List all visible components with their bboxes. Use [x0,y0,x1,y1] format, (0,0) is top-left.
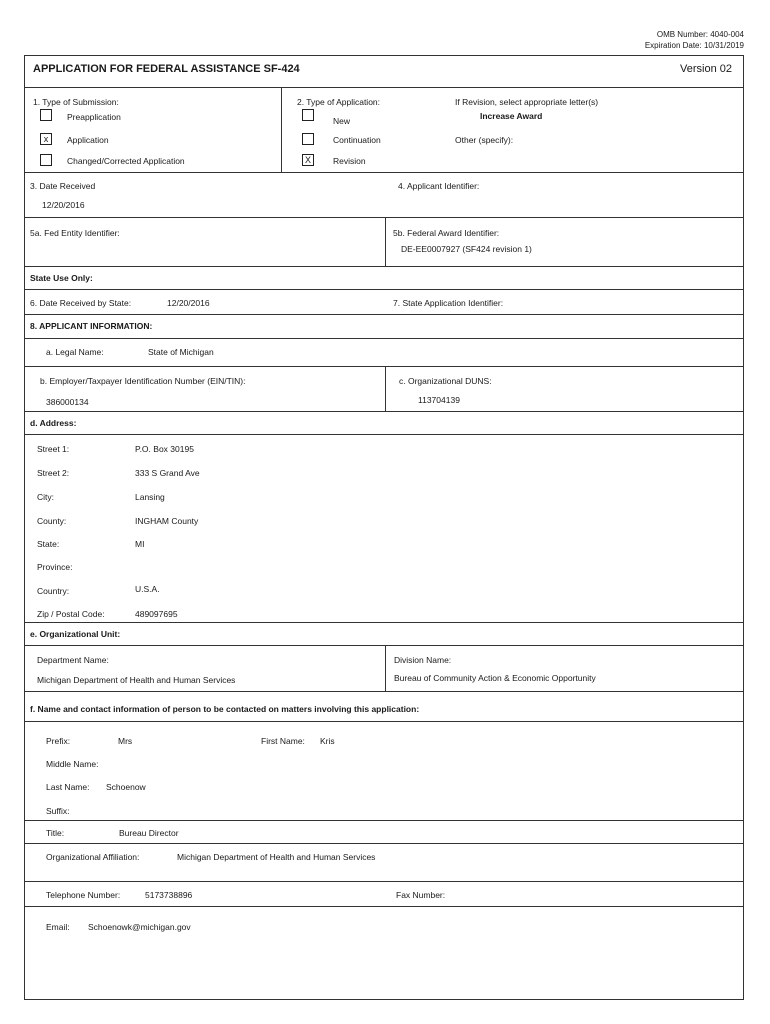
divider [24,881,744,882]
address-label: County: [37,516,67,526]
divider [24,820,744,821]
last-name-label: Last Name: [46,782,90,792]
federal-award-value: DE-EE0007927 (SF424 revision 1) [401,244,532,254]
divider [281,88,282,172]
state-value: MI [135,539,145,549]
address-label: Zip / Postal Code: [37,609,105,619]
divider [24,906,744,907]
form-version: Version 02 [680,63,732,75]
divider [385,646,386,691]
telephone-value: 5173738896 [145,890,193,900]
divider [24,434,744,435]
divider [24,217,744,218]
divider [24,843,744,844]
option-label: Continuation [333,135,381,145]
fed-entity-label: 5a. Fed Entity Identifier: [30,228,120,238]
telephone-label: Telephone Number: [46,890,121,900]
divider [24,289,744,290]
divider [24,411,744,412]
division-value: Bureau of Community Action & Economic Opportunity [394,673,596,683]
legal-name-value: State of Michigan [148,347,214,357]
applicant-info-heading: 8. APPLICANT INFORMATION: [30,321,153,331]
option-label: Revision [333,156,366,166]
application-type-label: 2. Type of Application: [297,97,381,107]
submission-label: 1. Type of Submission: [33,97,119,107]
email-value: Schoenowk@michigan.gov [88,922,191,932]
divider [24,266,744,267]
address-label: State: [37,539,60,549]
checkbox-new[interactable] [302,109,314,121]
prefix-value: Mrs [118,736,133,746]
state-date-value: 12/20/2016 [167,298,210,308]
title-value: Bureau Director [119,828,179,838]
checkbox-continuation[interactable] [302,133,314,145]
county-value: INGHAM County [135,516,199,526]
duns-value: 113704139 [418,395,460,405]
duns-label: c. Organizational DUNS: [399,376,492,386]
first-name-label: First Name: [261,736,305,746]
street2-value: 333 S Grand Ave [135,468,200,478]
ein-value: 386000134 [46,397,89,407]
option-label: Application [67,135,109,145]
divider [24,366,744,367]
divider [24,691,744,692]
contact-heading: f. Name and contact information of person to be contacted on matters involving this application: [30,704,420,714]
checkbox-revision[interactable]: X [302,154,314,166]
checkbox-changed-corrected[interactable] [40,154,52,166]
option-label: Changed/Corrected Application [67,156,185,166]
state-use-heading: State Use Only: [30,273,93,283]
revision-value: Increase Award [480,111,543,121]
checkbox-application[interactable]: x [40,133,52,145]
divider [24,172,744,173]
other-specify-label: Other (specify): [455,135,514,145]
address-label: Street 1: [37,444,70,454]
divider [24,721,744,722]
affiliation-value: Michigan Department of Health and Human Services [177,852,376,862]
date-received-label: 3. Date Received [30,181,96,191]
divider [385,218,386,266]
federal-award-label: 5b. Federal Award Identifier: [393,228,500,238]
division-label: Division Name: [394,655,452,665]
ein-label: b. Employer/Taxpayer Identification Number (EIN/TIN): [40,376,246,386]
expiration-date: Expiration Date: 10/31/2019 [644,41,744,50]
suffix-label: Suffix: [46,806,70,816]
revision-label: If Revision, select appropriate letter(s) [455,97,599,107]
legal-name-label: a. Legal Name: [46,347,104,357]
address-heading: d. Address: [30,418,77,428]
divider [24,338,744,339]
state-application-id-label: 7. State Application Identifier: [393,298,504,308]
divider [385,367,386,411]
address-label: Country: [37,586,70,596]
address-label: Province: [37,562,73,572]
city-value: Lansing [135,492,165,502]
option-label: New [333,116,351,126]
prefix-label: Prefix: [46,736,71,746]
state-date-label: 6. Date Received by State: [30,298,132,308]
divider [24,314,744,315]
option-label: Preapplication [67,112,121,122]
last-name-value: Schoenow [106,782,146,792]
address-label: City: [37,492,54,502]
zip-value: 489097695 [135,609,178,619]
first-name-value: Kris [320,736,335,746]
affiliation-label: Organizational Affiliation: [46,852,140,862]
org-unit-heading: e. Organizational Unit: [30,629,121,639]
divider [24,645,744,646]
title-label: Title: [46,828,65,838]
department-value: Michigan Department of Health and Human Services [37,675,236,685]
department-label: Department Name: [37,655,109,665]
divider [24,622,744,623]
omb-number: OMB Number: 4040-004 [656,30,744,39]
applicant-identifier-label: 4. Applicant Identifier: [398,181,480,191]
email-label: Email: [46,922,70,932]
divider [24,87,744,88]
form-title: APPLICATION FOR FEDERAL ASSISTANCE SF-424 [33,63,300,75]
date-received-value: 12/20/2016 [42,200,85,210]
middle-name-label: Middle Name: [46,759,99,769]
fax-label: Fax Number: [396,890,446,900]
checkbox-preapplication[interactable] [40,109,52,121]
street1-value: P.O. Box 30195 [135,444,194,454]
country-value: U.S.A. [135,584,160,594]
address-label: Street 2: [37,468,70,478]
